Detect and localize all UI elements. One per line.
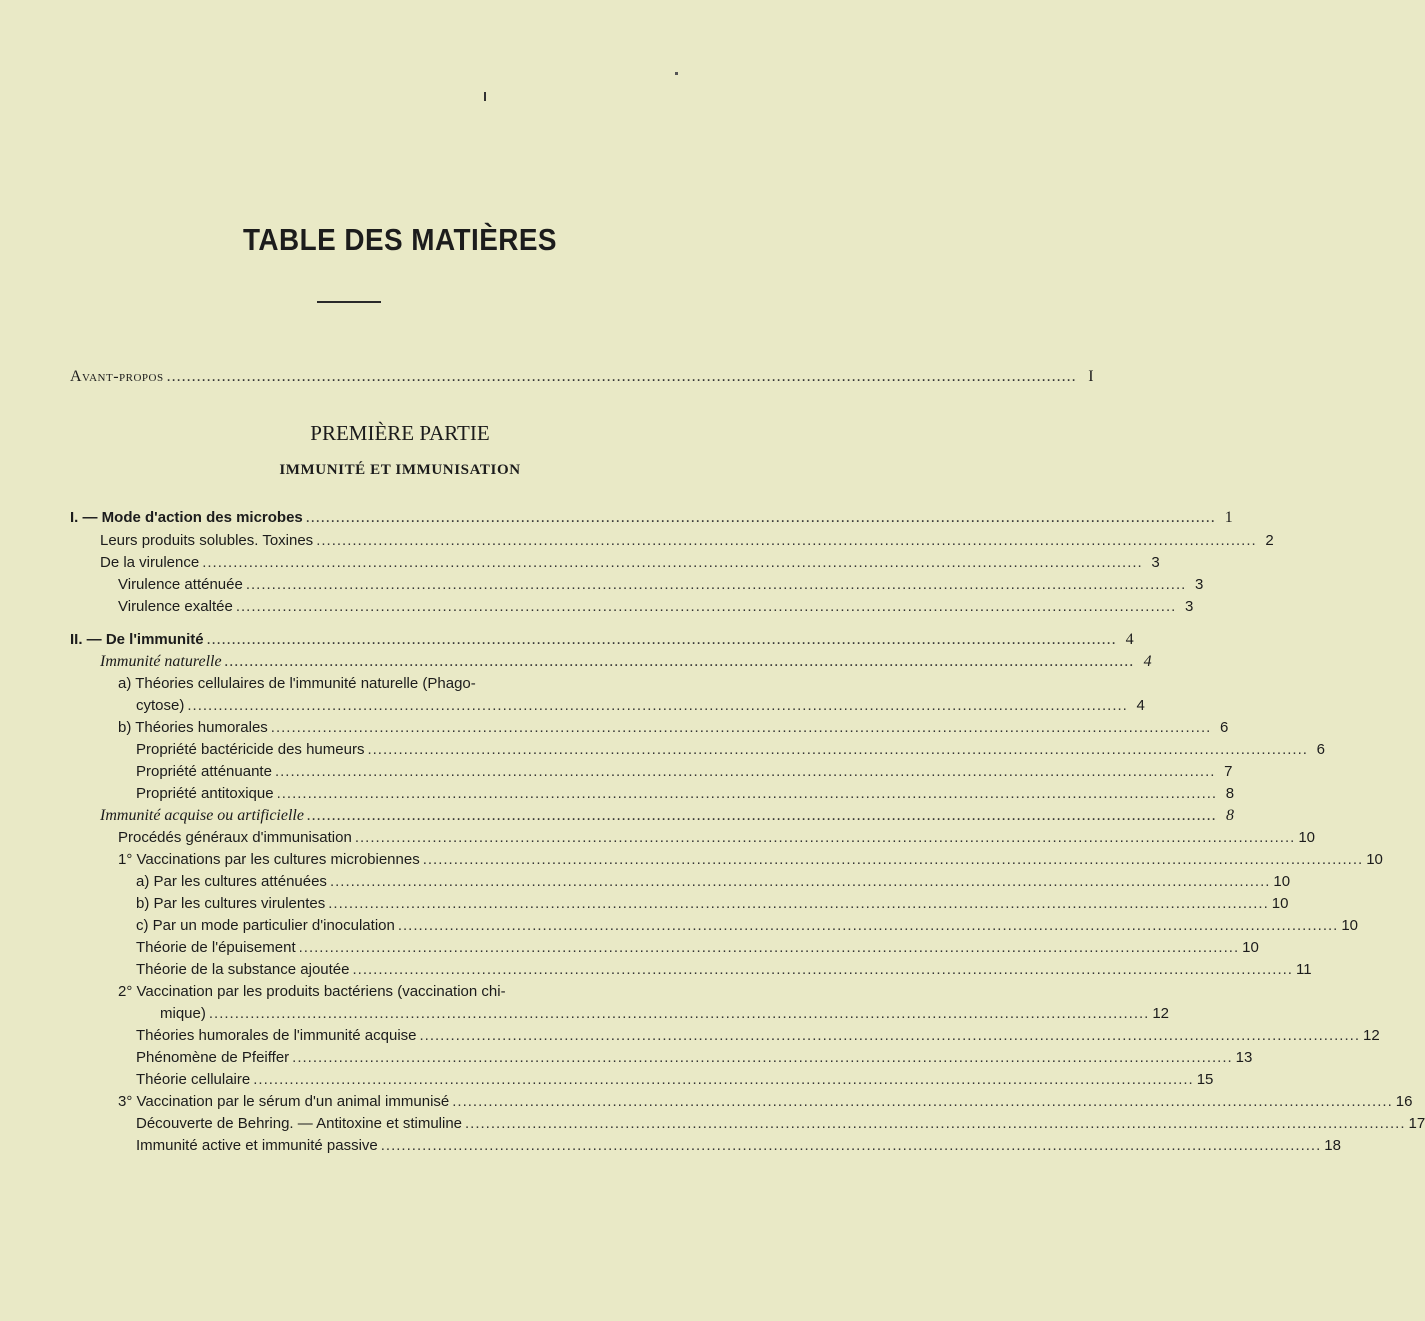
toc-entry bbox=[118, 597, 1194, 617]
leader-dots bbox=[355, 828, 1295, 848]
toc-label: 1° Vaccinations par les cultures microbiennes bbox=[118, 851, 420, 868]
toc-page: 10 bbox=[1298, 829, 1315, 846]
part-subtitle: IMMUNITÉ ET IMMUNISATION bbox=[279, 462, 521, 478]
leader-dots bbox=[316, 531, 1256, 551]
toc-entry bbox=[136, 784, 1235, 804]
toc-page: 8 bbox=[1225, 785, 1235, 802]
toc-page: 4 bbox=[1136, 697, 1145, 714]
print-mark bbox=[484, 92, 486, 101]
leader-dots bbox=[253, 1070, 1193, 1090]
toc-label: Propriété antitoxique bbox=[136, 785, 274, 802]
page-title: TABLE DES MATIÈRES bbox=[243, 222, 557, 257]
toc-entry bbox=[136, 1026, 1380, 1046]
toc-entry bbox=[118, 850, 1383, 870]
toc-label: Immunité acquise ou artificielle bbox=[100, 807, 304, 824]
toc-page: 10 bbox=[1341, 917, 1359, 934]
toc-entry bbox=[136, 872, 1291, 892]
toc-page: 13 bbox=[1235, 1049, 1253, 1066]
leader-dots bbox=[381, 1136, 1321, 1156]
leader-dots bbox=[236, 597, 1176, 617]
toc-page: 3 bbox=[1184, 598, 1194, 615]
toc-entry bbox=[118, 575, 1204, 595]
leader-dots bbox=[187, 696, 1127, 716]
leader-dots bbox=[167, 367, 1077, 387]
toc-label: II. — De l'immunité bbox=[70, 631, 204, 648]
leader-dots bbox=[328, 894, 1268, 914]
toc-label: Phénomène de Pfeiffer bbox=[136, 1049, 290, 1066]
leader-dots bbox=[202, 553, 1142, 573]
toc-page: 15 bbox=[1196, 1071, 1214, 1088]
toc-page: 3 bbox=[1194, 576, 1204, 593]
toc-page: 10 bbox=[1242, 939, 1259, 956]
toc-page: 12 bbox=[1362, 1027, 1380, 1044]
toc-page: 17 bbox=[1408, 1115, 1425, 1132]
toc-label: Propriété atténuante bbox=[136, 763, 272, 780]
leader-dots bbox=[452, 1092, 1392, 1112]
toc-page: 1 bbox=[1224, 509, 1233, 526]
toc-page: 12 bbox=[1152, 1005, 1170, 1022]
toc-label: Théorie de l'épuisement bbox=[136, 939, 296, 956]
toc-entry bbox=[118, 828, 1315, 848]
toc-label: De la virulence bbox=[100, 554, 200, 571]
leader-dots bbox=[225, 652, 1135, 672]
toc-page: 4 bbox=[1143, 653, 1152, 670]
leader-dots bbox=[207, 630, 1117, 650]
toc-label: Virulence exaltée bbox=[118, 598, 233, 615]
toc-page: 8 bbox=[1225, 807, 1234, 824]
toc-entry-line: 2° Vaccination par les produits bactériens (vaccination chi- bbox=[118, 983, 506, 1000]
leader-dots bbox=[246, 575, 1186, 595]
toc-page: 4 bbox=[1125, 631, 1134, 648]
toc-label: Immunité naturelle bbox=[100, 653, 222, 670]
leader-dots bbox=[352, 960, 1292, 980]
leader-dots bbox=[307, 806, 1217, 826]
toc-page: 2 bbox=[1265, 532, 1274, 549]
toc-label: Théorie de la substance ajoutée bbox=[136, 961, 350, 978]
toc-label: Immunité active et immunité passive bbox=[136, 1137, 378, 1154]
leader-dots bbox=[306, 508, 1216, 528]
toc-page: 16 bbox=[1395, 1093, 1413, 1110]
toc-label: I. — Mode d'action des microbes bbox=[70, 509, 303, 526]
toc-entry bbox=[100, 531, 1274, 551]
title-divider bbox=[317, 301, 381, 303]
toc-label: Découverte de Behring. — Antitoxine et stimuline bbox=[136, 1115, 463, 1132]
toc-page: 6 bbox=[1316, 741, 1325, 758]
leader-dots bbox=[209, 1004, 1149, 1024]
toc-label: Théories humorales de l'immunité acquise bbox=[136, 1027, 417, 1044]
toc-entry bbox=[70, 508, 1233, 528]
toc-entry bbox=[136, 1114, 1425, 1134]
toc-entry bbox=[136, 1136, 1341, 1156]
toc-entry bbox=[100, 652, 1152, 672]
toc-entry bbox=[136, 696, 1145, 716]
toc-page: 11 bbox=[1295, 961, 1312, 978]
toc-label: Procédés généraux d'immunisation bbox=[118, 829, 352, 846]
toc-entry bbox=[160, 1004, 1170, 1024]
toc-entry bbox=[136, 740, 1325, 760]
toc-entry bbox=[136, 1070, 1214, 1090]
toc-entry bbox=[136, 938, 1259, 958]
toc-entry bbox=[136, 960, 1312, 980]
leader-dots bbox=[465, 1114, 1405, 1134]
toc-page: 10 bbox=[1273, 873, 1291, 890]
leader-dots bbox=[271, 718, 1211, 738]
toc-label: Virulence atténuée bbox=[118, 576, 243, 593]
leader-dots bbox=[423, 850, 1363, 870]
leader-dots bbox=[275, 762, 1215, 782]
toc-label: mique) bbox=[160, 1005, 206, 1022]
toc-label: b) Théories humorales bbox=[118, 719, 268, 736]
toc-entry bbox=[136, 894, 1289, 914]
leader-dots bbox=[420, 1026, 1360, 1046]
leader-dots bbox=[367, 740, 1307, 760]
print-speck bbox=[675, 72, 678, 75]
toc-entry bbox=[136, 1048, 1253, 1068]
toc-entry bbox=[118, 718, 1229, 738]
part-title: PREMIÈRE PARTIE bbox=[310, 421, 490, 445]
toc-page: 18 bbox=[1324, 1137, 1341, 1154]
toc-entry bbox=[100, 553, 1160, 573]
leader-dots bbox=[292, 1048, 1232, 1068]
toc-label: Avant-propos bbox=[70, 368, 164, 385]
toc-page: 6 bbox=[1219, 719, 1229, 736]
toc-entry bbox=[118, 1092, 1413, 1112]
toc-entry bbox=[70, 630, 1134, 650]
leader-dots bbox=[299, 938, 1239, 958]
toc-entry-avant-propos bbox=[70, 367, 1094, 387]
toc-page: 3 bbox=[1151, 554, 1160, 571]
leader-dots bbox=[398, 916, 1338, 936]
toc-label: b) Par les cultures virulentes bbox=[136, 895, 326, 912]
toc-label: a) Par les cultures atténuées bbox=[136, 873, 327, 890]
leader-dots bbox=[330, 872, 1270, 892]
toc-page: 10 bbox=[1366, 851, 1383, 868]
toc-label: Théorie cellulaire bbox=[136, 1071, 251, 1088]
toc-entry-line: a) Théories cellulaires de l'immunité naturelle (Phago- bbox=[118, 675, 476, 692]
toc-label: c) Par un mode particulier d'inoculation bbox=[136, 917, 395, 934]
toc-entry bbox=[136, 916, 1359, 936]
leader-dots bbox=[277, 784, 1217, 804]
toc-entry bbox=[100, 806, 1234, 826]
toc-label: 3° Vaccination par le sérum d'un animal immunisé bbox=[118, 1093, 450, 1110]
toc-entry bbox=[136, 762, 1233, 782]
toc-label: Propriété bactéricide des humeurs bbox=[136, 741, 365, 758]
toc-page: 7 bbox=[1224, 763, 1233, 780]
toc-label: cytose) bbox=[136, 697, 185, 714]
toc-page: 10 bbox=[1271, 895, 1289, 912]
toc-page: I bbox=[1088, 368, 1094, 385]
toc-label: Leurs produits solubles. Toxines bbox=[100, 532, 314, 549]
